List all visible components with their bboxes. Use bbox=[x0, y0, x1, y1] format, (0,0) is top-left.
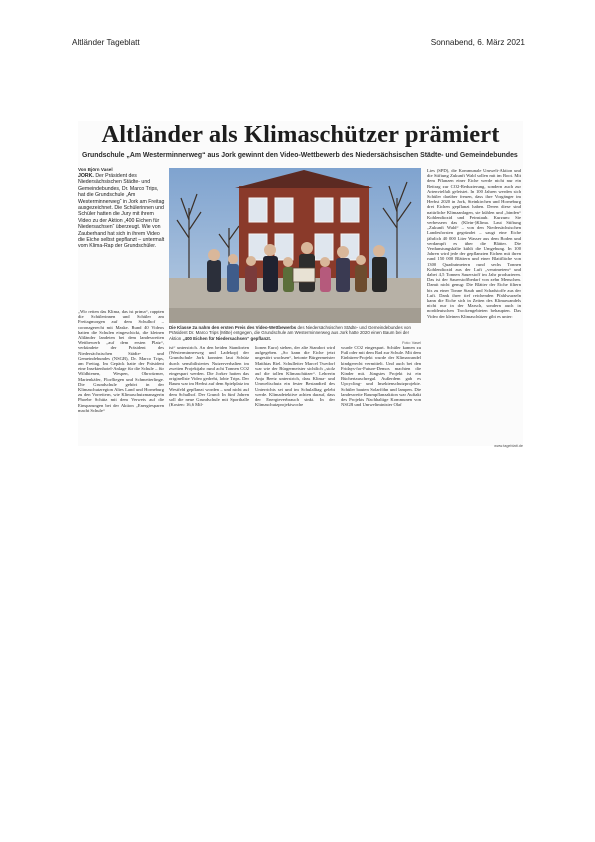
dateline: JORK. bbox=[78, 173, 94, 179]
caption-bold-end: „400 Eichen für Niedersachsen“ gepflanzt. bbox=[182, 335, 272, 341]
caption-text: des Niedersächsischen Städte- und Gemeindebundes von Präsident Dr. Marco Trips (Mitte) entgegen, die Grundschule am Westerminnerweg aus Jork hatte 2020 einen Baum bei der Aktion bbox=[169, 325, 411, 341]
publication-name: Altländer Tageblatt bbox=[72, 38, 140, 47]
article-subheadline: Grundschule „Am Westerminnerweg“ aus Jork gewinnt den Video-Wettbewerb des Niedersächsischen Städte- und Gemeindebundes bbox=[82, 152, 518, 159]
lead-text: Der Präsident des Niedersächsischen Städte- und Gemeindebundes, Dr. Marco Trips, hat die Grundschule „Am Westerminnerweg“ in Jork am Freitag ausgezeichnet. Die Schülerinnen und Schüler hatten die Jury mit ihrem Video zu der Aktion „400 Eichen für Niedersachsen“ überzeugt. Wie von Zauberhand hat sich in ihrem Video die Eiche selbst gepflanzt – untermalt vom Klima-Rap der Grundschüler. bbox=[78, 173, 165, 250]
body-column-4: wurde CO2 eingespart. Schüler kamen zu Fuß oder mit dem Rad zur Schule. Mit dem Einbüren-Projekt wurde der Klimawandel kindgerecht vermittelt. Und auch bei den Fridays-for-Future-Demos machten die Kinder mit. Jüngstes Projekt ist ein Büchertauschregal. Außerdem gab es Upcycling- und Insektenschutzprojekte. Schüler bauten Solarföhn und lampen. Die landesweite Baumpflanzaktion war Auftakt des Projekts Nachhaltige Kommunen von NSGB und Umweltminister Olaf bbox=[341, 345, 421, 408]
body-column-2: ist“ unterstrich. An den beiden Standorten (Westerminnerweg und Ladekop) der Grundschule Jork konnten laut Schütz durch sensibilisiertes Nutzerverhalten im zweiten Projektjahr rund acht Tonnen CO2 eingespart werden. Die Jorker hatten das originellste Video gedreht, lobte Trips. Der Baum war im Herbst auf dem Spielplatz im Westfeld gepflanzt worden – und nicht auf dem Schulhof. Der Grund: In fünf Jahren soll die neue Grundschule mit Sporthalle (Kosten: 16,6 Mil- bbox=[169, 345, 249, 408]
photo-caption bbox=[169, 325, 421, 345]
web-link: www.tageblatt.de bbox=[494, 444, 523, 448]
photo-credit: Foto: Vasel bbox=[402, 340, 421, 345]
newspaper-clipping bbox=[78, 121, 523, 446]
article-headline: Altländer als Klimaschützer prämiert bbox=[101, 121, 500, 148]
body-column-5: Lies (SPD), die Kommunale Umwelt-Aktion und die Stiftung Zukunft Wald sollen mit im Boot. Mit dem Pflanzen einer Eiche werde nicht nur ein Beitrag zur CO2-Reduzierung, sondern auch zur Artenvielfalt geleistet. In 100 Jahren werden sich Schüler darüber freuen, dass ihre Vorgänger im Herbst 2020 in Jork, Steinkirchen und Horneburg drei Eichen gepflanzt haben. Deren diese sind natürliche Klimaanlagen, sie kühlen und „binden“ Kohlendioxid und Feinstaub. Kurzum: Sie verbessern das (Klein-)Klima. Laut Stiftung „Zukunft Wald“ – von den Niedersächsischen Landesforsten gegründet – saugt eine Eiche jährlich 40 000 Liter Wasser aus dem Boden und verdampft es über die Blätter. Die Verdunstungskälte kühlt die Umgebung. In 100 Jahren wird jede der gepflanzten Eichen mit ihren rund 150 000 Blättern und einer Blattfläche von 1300 Quadratmetern rund sechs Tonnen Kohlendioxid aus der Luft „veratmetem“ und dabei 4,5 Tonnen Sauerstoff im Jahr produzieren. Das ist der Sauerstoffbedarf von zehn Menschen. Damit nicht genug: Die Blätter der Eiche filtern bis zu einer Tonne Staub und Schadstoffe aus der Luft. Dank ihrer tief reichenden Pfahlwurzeln kann die Eiche sich in Zeiten des Klimawandels nicht nur in der Marsch, sondern auch in norddeutschen Trockengebieten behaupten. Das Video der kleinen Klimaschützer gibt es unter: bbox=[427, 168, 521, 319]
article-photo bbox=[169, 168, 421, 323]
body-column-3: lionen Euro) stehen, der alte Standort wird aufgegeben. „So kann die Eiche jetzt ungestört wachsen“, betonte Bürgermeister Matthias Riel. Schulleiter Marcel Twedorf war wie der Bürgermeister sichtlich „stolz auf die tollen Klimaschützer“. Lehrerin Anja Beetz unterstrich, dass Klima- und Umweltschutz ein fester Bestandteil des Unterrichts sei und im Schulalltag gelebt werde. Klimadetektive achten darauf, dass der Energieverbrauch sinkt. In der Klimaschutzprojektwoche bbox=[255, 345, 335, 408]
body-column-1: „Wir retten das Klima, das ist prima“, rappten die Schülerinnen und Schüler am Freitagmorgen auf dem Schulhof – coronagerecht mit Maske. Rund 40 Videos hatten die Schulen eingeschickt, die kleinen Altländer landeten bei dem landesweiten Wettbewerb „auf dem ersten Platz“, verkündete der Präsident des Niedersächsischen Städte- und Gemeindebundes (NSGB), Dr. Marco Trips, am Freitag. Im Gepäck hatte der Präsident eine Insektenhotel-Anlage für die Schule – für Wildbienen, Wespen, Ohrwürmer, Marienkäfer, Florfliegen und Schmetterlinge. Die Grundschule gehört in der Klimaschutzregion Altes Land und Horneburg zu den Vorreitern, wie Klimaschutzmanagerin Phoebe Schütz mit dem Verweis auf die Einsparungen bei der Aktion „Energiesparen macht Schule“ bbox=[78, 309, 164, 413]
publication-date: Sonnabend, 6. März 2021 bbox=[430, 38, 525, 47]
article-lead bbox=[78, 173, 166, 307]
photo-illustration bbox=[169, 168, 421, 323]
article-byline: Von Björn Vasel bbox=[78, 167, 113, 172]
caption-bold-start: Die Klasse 2a nahm den ersten Preis des Video-Wettbewerbs bbox=[169, 325, 297, 330]
page-header bbox=[72, 38, 525, 47]
